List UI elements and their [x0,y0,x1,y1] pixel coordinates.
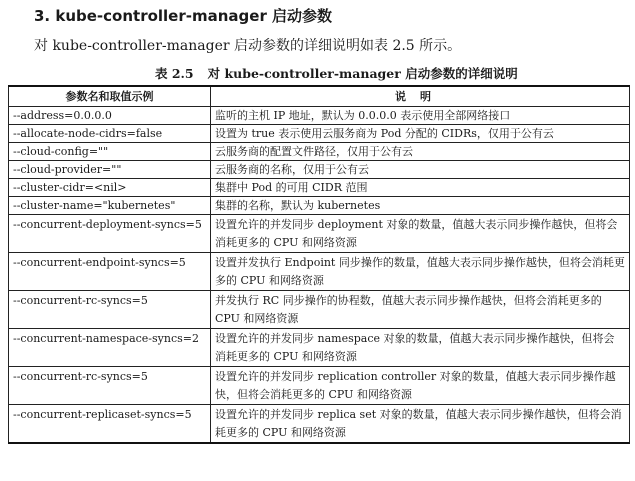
desc-cell: 集群中 Pod 的可用 CIDR 范围 [211,179,630,197]
table-caption [155,65,518,83]
param-cell: --concurrent-rc-syncs=5 [9,367,211,405]
desc-cell: 监听的主机 IP 地址，默认为 0.0.0.0 表示使用全部网络接口 [211,107,630,125]
desc-cell: 云服务商的配置文件路径，仅用于公有云 [211,143,630,161]
table-row [9,107,630,125]
table-caption-number: 表 2.5 [155,66,194,81]
desc-cell: 并发执行 RC 同步操作的协程数，值越大表示同步操作越快，但将会消耗更多的 CPU 和网络资源 [211,291,630,329]
table-row [9,329,630,367]
desc-cell: 设置允许的并发同步 replica set 对象的数量，值越大表示同步操作越快，但将会消耗更多的 CPU 和网络资源 [211,405,630,444]
section-heading: 3. kube-controller-manager 启动参数 [34,7,333,25]
param-cell: --concurrent-replicaset-syncs=5 [9,405,211,444]
desc-cell: 设置允许的并发同步 deployment 对象的数量，值越大表示同步操作越快，但将会消耗更多的 CPU 和网络资源 [211,215,630,253]
param-cell: --concurrent-namespace-syncs=2 [9,329,211,367]
desc-cell: 云服务商的名称，仅用于公有云 [211,161,630,179]
desc-cell: 设置为 true 表示使用云服务商为 Pod 分配的 CIDRs，仅用于公有云 [211,125,630,143]
table-row [9,161,630,179]
table-row [9,179,630,197]
param-cell: --cluster-cidr=<nil> [9,179,211,197]
desc-cell: 集群的名称，默认为 kubernetes [211,197,630,215]
param-cell: --cluster-name="kubernetes" [9,197,211,215]
desc-cell: 设置允许的并发同步 replication controller 对象的数量，值越大表示同步操作越快，但将会消耗更多的 CPU 和网络资源 [211,367,630,405]
table-row [9,215,630,253]
table-row [9,405,630,444]
param-cell: --concurrent-rc-syncs=5 [9,291,211,329]
table-row [9,197,630,215]
table-row [9,367,630,405]
param-cell: --cloud-provider="" [9,161,211,179]
intro-paragraph: 对 kube-controller-manager 启动参数的详细说明如表 2.5 所示。 [34,38,462,54]
desc-cell: 设置并发执行 Endpoint 同步操作的数量，值越大表示同步操作越快，但将会消耗更多的 CPU 和网络资源 [211,253,630,291]
param-cell: --address=0.0.0.0 [9,107,211,125]
table-row [9,291,630,329]
param-cell: --allocate-node-cidrs=false [9,125,211,143]
params-table [8,85,630,444]
table-caption-title: 对 kube-controller-manager 启动参数的详细说明 [207,66,518,81]
header-param: 参数名和取值示例 [9,86,211,107]
param-cell: --concurrent-deployment-syncs=5 [9,215,211,253]
table-header-row [9,86,630,107]
table-row [9,143,630,161]
desc-cell: 设置允许的并发同步 namespace 对象的数量，值越大表示同步操作越快，但将会消耗更多的 CPU 和网络资源 [211,329,630,367]
param-cell: --cloud-config="" [9,143,211,161]
table-row [9,253,630,291]
table-row [9,125,630,143]
param-cell: --concurrent-endpoint-syncs=5 [9,253,211,291]
header-desc: 说明 [211,86,630,107]
